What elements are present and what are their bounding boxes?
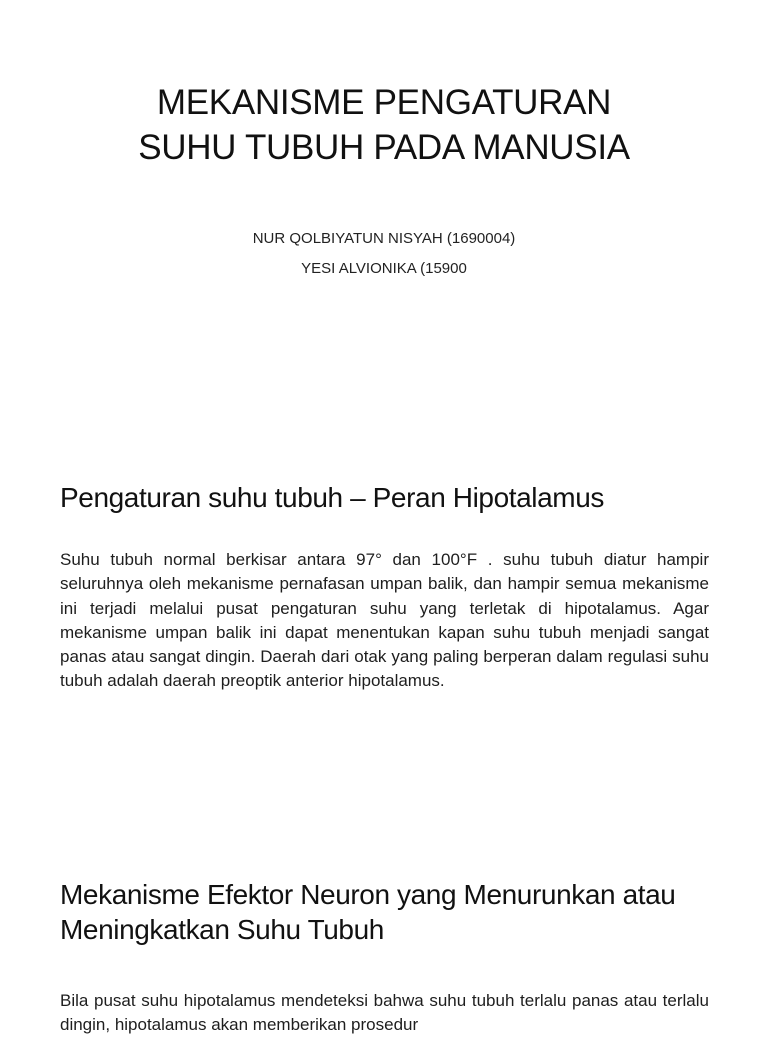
section-heading-hipotalamus: Pengaturan suhu tubuh – Peran Hipotalamus	[60, 482, 604, 513]
section-heading-efektor-line-2: Meningkatkan Suhu Tubuh	[60, 914, 384, 945]
document-title-line-1: MEKANISME PENGATURAN	[156, 83, 612, 122]
document-title-line-2: SUHU TUBUH PADA MANUSIA	[138, 128, 630, 167]
title-slide	[0, 0, 768, 430]
author-line-2: YESI ALVIONIKA (15900	[301, 260, 467, 277]
section-body-hipotalamus: Suhu tubuh normal berkisar antara 97° dan 100°F . suhu tubuh diatur hampir seluruhnya oleh mekanisme pernafasan umpan balik, dan hampir semua mekanisme ini terjadi melalui pusat pengaturan suhu yang terletak di hipotalamus. Agar mekanisme umpan balik ini dapat menentukan kapan suhu tubuh menjadi sangat panas atau sangat dingin. Daerah dari otak yang paling berperan dalam regulasi suhu tubuh adalah daerah preoptik anterior hipotalamus.	[60, 550, 709, 691]
author-line-1: NUR QOLBIYATUN NISYAH (1690004)	[252, 230, 516, 247]
section-body-efektor: Bila pusat suhu hipotalamus mendeteksi bahwa suhu tubuh terlalu panas atau terlalu dingin, hipotalamus akan memberikan prosedur	[60, 991, 709, 1035]
section-heading-efektor-line-1: Mekanisme Efektor Neuron yang Menurunkan atau	[60, 879, 676, 910]
